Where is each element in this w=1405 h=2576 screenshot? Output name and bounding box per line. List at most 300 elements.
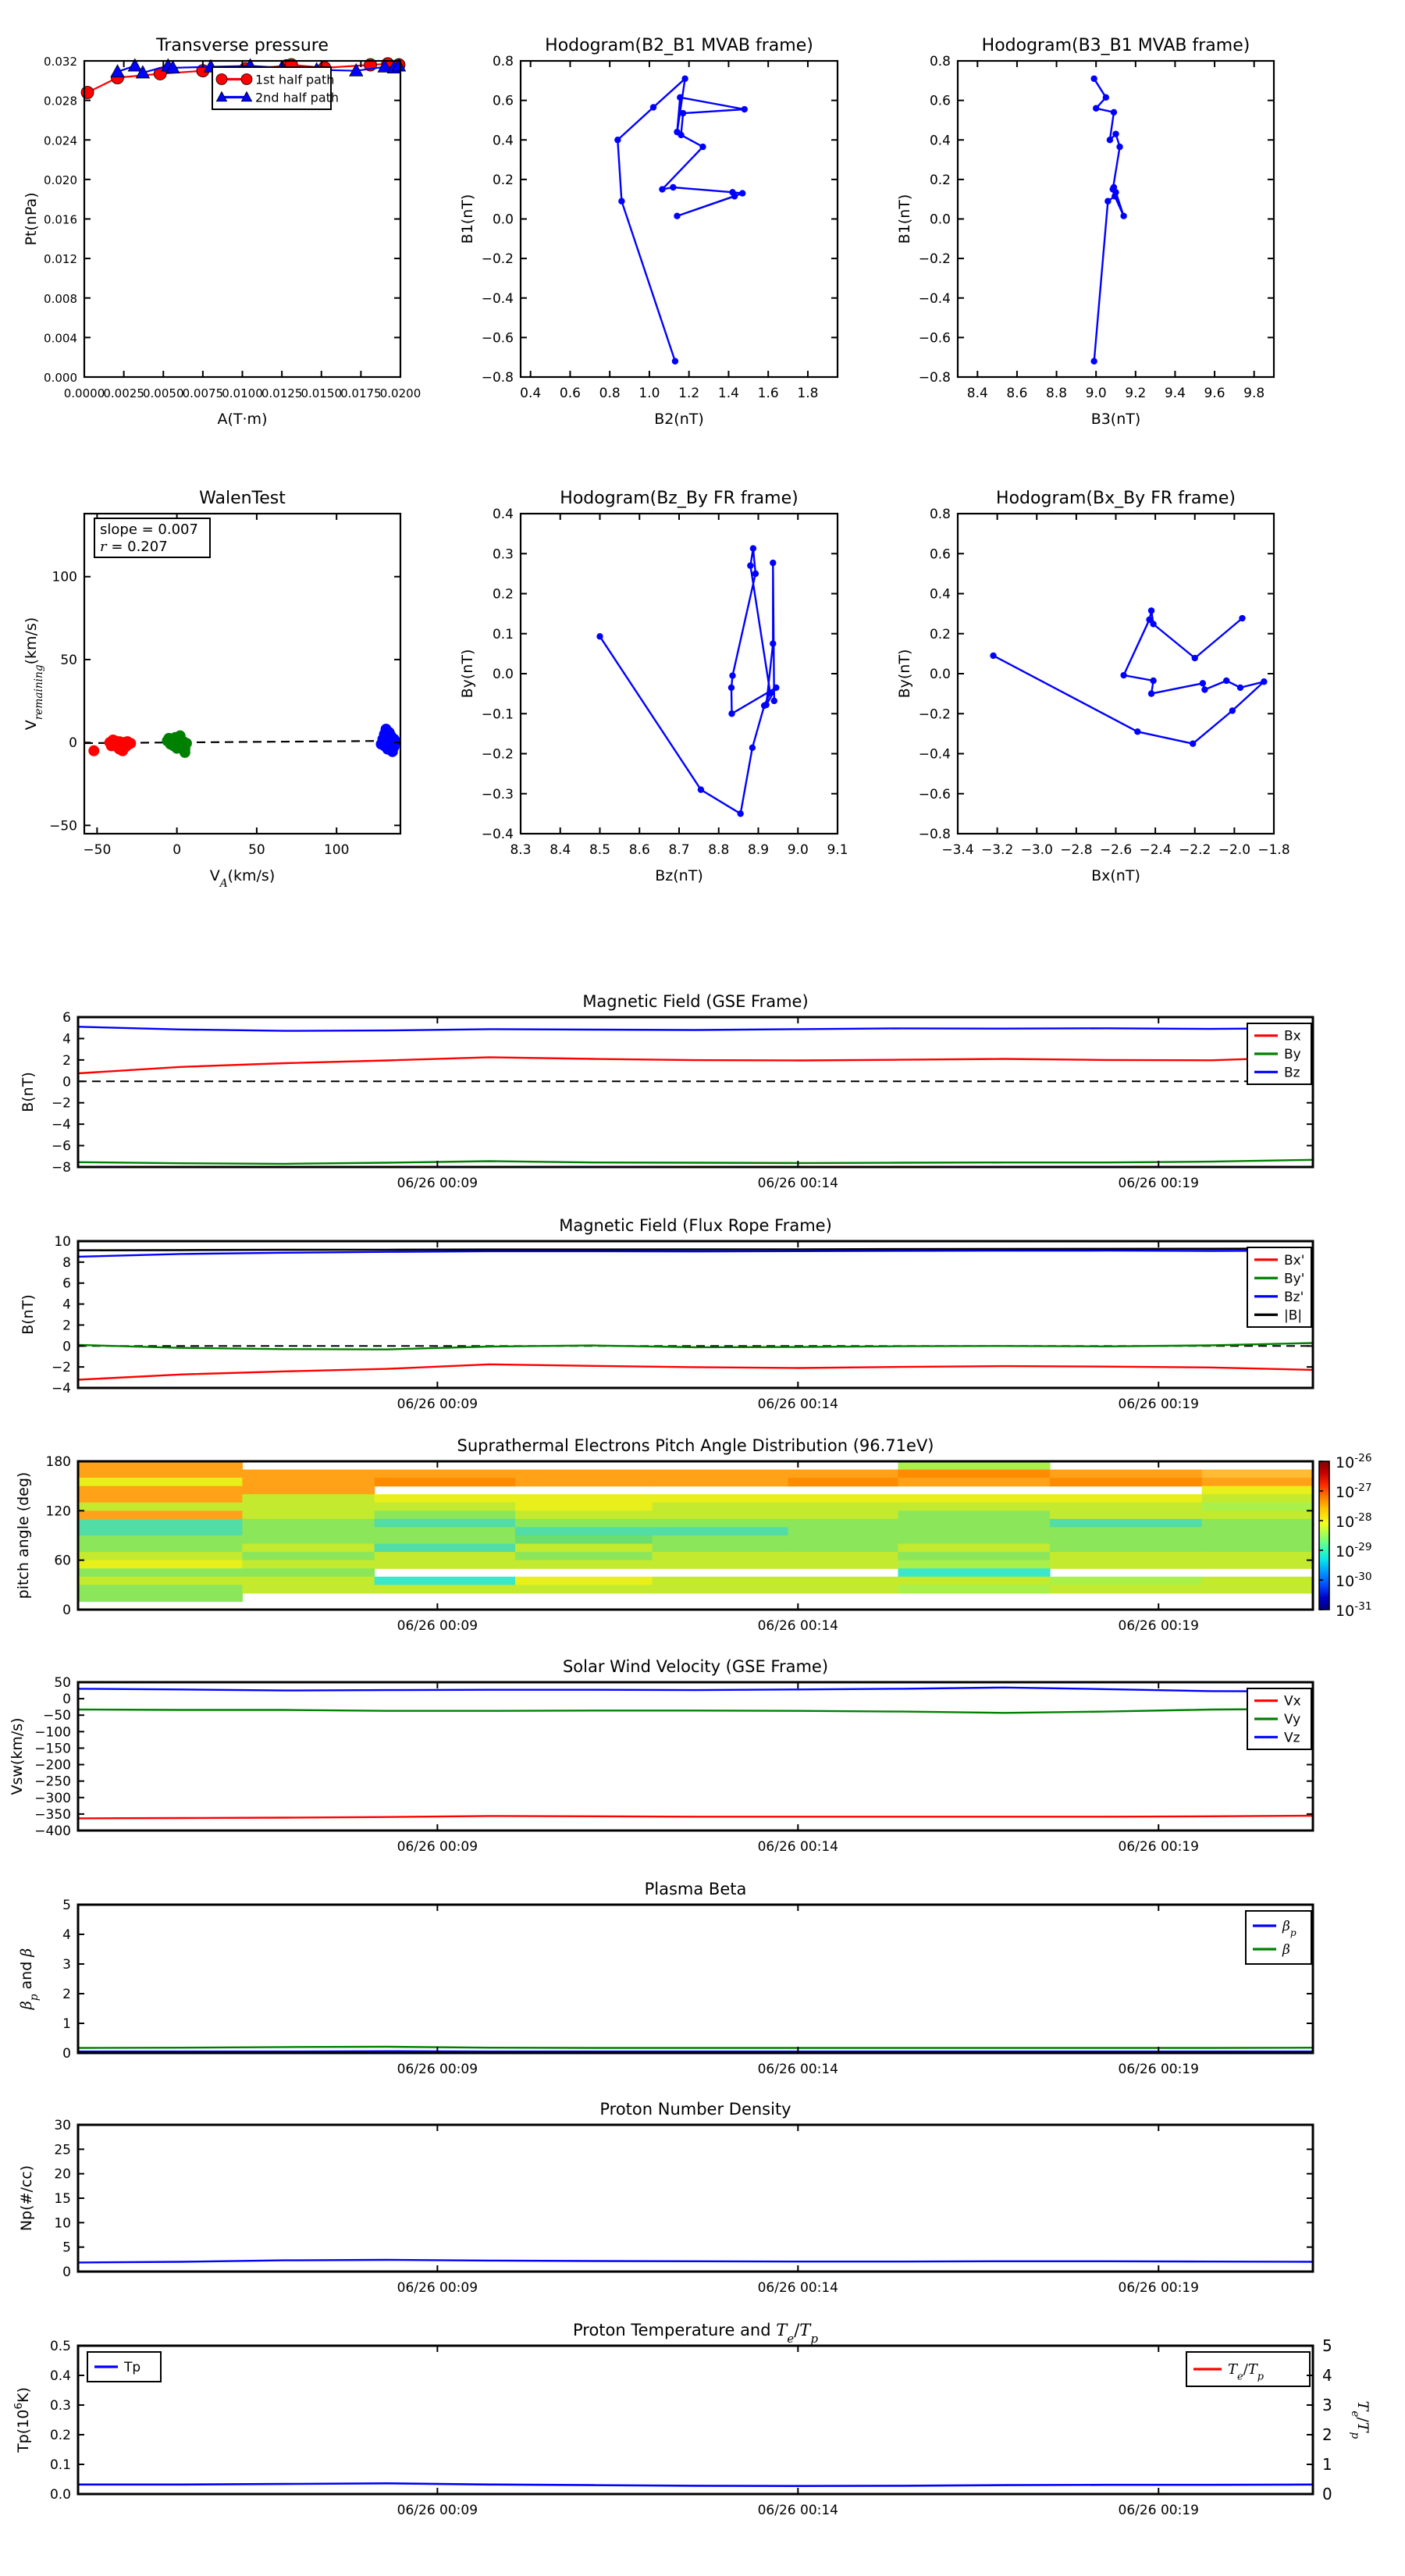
marker-dot [1261,678,1267,685]
heatmap-cell [375,1544,516,1553]
heatmap-cell [515,1470,653,1478]
colorbar-label: $10^{-28}$ [1336,1511,1372,1531]
x-tick-label: 06/26 00:09 [397,1176,478,1191]
heatmap-cell [898,1519,1050,1528]
y-tick-label: 30 [54,2118,71,2133]
y-tick-label: 10 [54,2215,71,2232]
legend [87,2352,161,2382]
panel-title: Hodogram(B3_B1 MVAB frame) [981,36,1250,55]
y-tick-label: −0.4 [481,290,514,307]
heatmap-cell [375,1470,516,1478]
legend-label: $T_e/T_p$ [1228,2361,1264,2383]
legend [1247,1247,1311,1327]
y-tick-label: 50 [54,1675,71,1691]
marker-dot [737,810,743,817]
y-tick-label: 2 [62,1987,71,2002]
marker-dot [1090,358,1097,365]
legend-label: 2nd half path [255,90,340,105]
x-tick-label: 8.6 [1006,386,1028,401]
marker-dot [750,545,756,551]
heatmap-cell [1202,1478,1314,1486]
x-tick-label: 8.3 [510,842,532,858]
x-tick-label: 0.0200 [379,386,422,400]
heatmap-cell [515,1585,653,1593]
marker-dot [125,738,136,749]
axes-frame [78,1905,1313,2053]
x-tick-label: 8.6 [628,842,650,858]
heatmap-cell [515,1560,653,1569]
y-tick-label: 10 [54,1234,71,1250]
heatmap-cell [515,1552,653,1560]
heatmap-cell [78,1478,243,1486]
x-tick-label: −3.0 [1020,842,1053,858]
legend [1247,1023,1311,1084]
y-tick-label: 0.0 [492,667,514,682]
marker-dot [728,685,735,691]
y-tick-label: 2 [62,1052,71,1069]
panel-proton-temperature [12,2321,1371,2518]
heatmap-cell [78,1552,243,1560]
panel-bfield-fr [20,1216,1313,1412]
series-path [617,79,744,361]
twin-tick-label: 0 [1322,2485,1332,2503]
axes-frame [958,61,1274,377]
heatmap-cell [653,1577,789,1585]
heatmap-cell [1050,1560,1202,1569]
x-tick-label: 0.0150 [301,386,342,400]
heatmap-cell [242,1560,375,1569]
legend-label: $\beta_p$ [1282,1919,1297,1939]
marker-dot [1150,678,1156,684]
marker-dot [1148,607,1154,614]
y-tick-label: 180 [45,1454,71,1470]
marker-dot [729,672,735,678]
colorbar-label: $10^{-29}$ [1336,1541,1372,1560]
panel-solar-wind-velocity [9,1657,1313,1855]
marker-circle [81,87,94,99]
legend-label: Tp [124,2360,141,2375]
x-tick-label: −2.0 [1218,842,1251,858]
heatmap-cell [653,1470,789,1478]
heatmap-cell [375,1503,516,1511]
x-tick-label: 1.4 [717,386,739,401]
x-tick-label: 06/26 00:14 [757,2503,839,2518]
x-tick-label: 06/26 00:09 [397,2280,478,2296]
legend [1246,1911,1311,1964]
heatmap-cell [1050,1503,1202,1511]
y-tick-label: 0 [62,1339,71,1355]
heatmap-cell [653,1527,789,1535]
y-tick-label: −300 [34,1790,71,1806]
x-tick-label: 0.6 [559,386,581,401]
heatmap-cell [788,1510,898,1519]
heatmap-cell [898,1494,1050,1503]
legend-label: Bx [1284,1028,1301,1044]
y-tick-label: 0 [62,1603,71,1618]
y-tick-label: 8 [62,1254,71,1271]
heatmap-cell [1202,1510,1314,1519]
heatmap-cell [1202,1535,1314,1544]
panel-hodogram-bzby [459,489,848,884]
series-Bxp [78,1364,1313,1380]
y-tick-label: 0.0 [929,667,951,682]
heatmap-cell [898,1478,1050,1486]
y-tick-label: 0 [62,2265,71,2280]
marker-dot [670,184,676,190]
marker-dot [1112,193,1118,199]
marker-dot [1103,94,1109,101]
x-tick-label: −2.4 [1139,842,1172,858]
series-path [994,610,1264,743]
x-axis-label: B3(nT) [1090,411,1141,428]
heatmap-cell [242,1503,375,1511]
heatmap-cell [242,1535,375,1544]
x-tick-label: −50 [83,842,112,858]
y-tick-label: 0.008 [44,291,77,306]
marker-dot [618,198,624,205]
y-tick-label: −150 [34,1741,71,1757]
marker-dot [699,144,706,150]
series-path [1094,79,1124,361]
x-tick-label: 1.8 [797,386,819,401]
axes-frame [958,514,1274,834]
y-tick-label: 0.4 [492,507,514,522]
y-tick-label: 0.020 [44,173,77,187]
heatmap-cell [1050,1527,1202,1535]
marker-dot [1237,685,1243,691]
series-Bzp [78,1251,1313,1257]
heatmap-cell [242,1568,375,1577]
y-tick-label: −0.2 [481,251,514,268]
y-axis-label: B1(nT) [459,194,476,244]
x-tick-label: 06/26 00:14 [757,1839,839,1855]
y-tick-label: 0.3 [49,2398,71,2414]
x-tick-label: −3.2 [980,842,1014,858]
heatmap-cell [78,1503,243,1511]
x-axis-label: Bx(nT) [1091,867,1140,884]
heatmap-cell [515,1494,653,1503]
series-Vx [78,1816,1313,1818]
marker-dot [1190,740,1196,746]
y-tick-label: 6 [62,1276,71,1292]
heatmap-cell [1050,1552,1202,1560]
axes-frame [78,2125,1313,2272]
y-tick-label: −0.3 [481,786,514,802]
x-tick-label: 0.0125 [261,386,303,400]
marker-dot [1148,690,1154,696]
heatmap-cell [1202,1527,1314,1535]
x-tick-label: 06/26 00:19 [1118,2280,1199,2296]
marker-circle [241,74,252,85]
x-tick-label: 8.4 [966,386,988,401]
marker-circle [216,74,227,85]
x-tick-label: 8.8 [1046,386,1068,401]
heatmap-cell [653,1544,789,1553]
panel-title: Hodogram(B2_B1 MVAB frame) [545,36,813,55]
y-tick-label: −0.4 [481,827,514,842]
heatmap-cell [78,1577,243,1585]
heatmap-cell [1050,1519,1202,1528]
marker-dot [767,689,774,696]
heatmap-cell [1050,1470,1202,1478]
y-tick-label: 0.5 [49,2339,71,2354]
y-tick-label: 4 [62,1031,71,1048]
x-tick-label: −2.2 [1179,842,1211,858]
y-tick-label: 1 [62,2016,71,2032]
panel-title: Magnetic Field (Flux Rope Frame) [559,1216,832,1235]
x-tick-label: 9.4 [1164,386,1186,401]
heatmap-cell [898,1585,1050,1593]
y-tick-label: 0.028 [44,94,77,109]
x-axis-label: Bz(nT) [655,867,703,884]
heatmap-cell [78,1535,243,1544]
panel-title: Proton Number Density [599,2100,791,2119]
heatmap-cell [1202,1503,1314,1511]
axes-frame [78,1017,1313,1167]
annotation-line: slope = 0.007 [100,521,198,538]
marker-dot [728,710,735,717]
heatmap-cell [375,1519,516,1528]
y-tick-label: −0.8 [481,370,514,386]
twin-tick-label: 1 [1322,2455,1332,2474]
marker-dot [1111,109,1117,116]
heatmap-cell [375,1535,516,1544]
y-tick-label: −0.6 [918,330,951,347]
legend-label: By' [1284,1271,1305,1287]
heatmap-cell [653,1552,789,1560]
marker-dot [390,736,401,747]
x-tick-label: 06/26 00:14 [757,1397,839,1412]
x-tick-label: 06/26 00:14 [757,1176,839,1191]
x-tick-label: −3.4 [941,842,974,858]
y-tick-label: 2 [62,1318,71,1334]
legend-label: Bz [1284,1065,1300,1081]
heatmap-cell [78,1519,243,1528]
y-tick-label: 0.0 [929,212,951,228]
x-tick-label: 8.4 [550,842,571,858]
heatmap-cell [78,1486,243,1495]
panel-bfield-gse [20,992,1313,1191]
y-tick-label: 0.2 [929,626,951,642]
twin-tick-label: 4 [1322,2366,1332,2385]
heatmap-cell [788,1470,898,1478]
x-tick-label: 0.0000 [63,386,105,400]
marker-dot [752,571,759,577]
y-tick-label: −0.2 [481,746,514,763]
heatmap-cell [898,1560,1050,1569]
x-tick-label: 9.0 [1085,386,1107,401]
series-beta [78,2047,1313,2048]
y-tick-label: 0.012 [44,252,77,267]
y-tick-label: −6 [51,1138,71,1155]
x-tick-label: 9.1 [827,842,848,858]
x-tick-label: 06/26 00:19 [1118,2503,1199,2518]
heatmap-cell [242,1585,375,1593]
axes-frame [78,1682,1313,1831]
heatmap-cell [78,1510,243,1519]
marker-dot [770,640,776,646]
heatmap-cell [1050,1544,1202,1553]
panel-title: Plasma Beta [644,1880,747,1898]
x-tick-label: 0.4 [520,386,542,401]
heatmap-cell [788,1527,898,1535]
y-tick-label: 0.6 [929,93,951,109]
heatmap-cell [242,1494,375,1503]
heatmap-cell [515,1527,653,1535]
marker-dot [1229,707,1236,713]
x-tick-label: −2.8 [1060,842,1093,858]
x-tick-label: 06/26 00:14 [757,2062,839,2077]
heatmap-cell [78,1593,243,1602]
marker-dot [1120,213,1126,219]
x-tick-label: 0.0100 [222,386,263,400]
twin-tick-label: 5 [1322,2336,1332,2355]
y-tick-label: 0 [69,735,77,752]
heatmap-cell [1202,1577,1314,1585]
heatmap-cell [653,1510,789,1519]
x-tick-label: 9.2 [1125,386,1147,401]
x-tick-label: 8.5 [589,842,611,858]
marker-dot [674,213,680,219]
heatmap-cell [515,1535,653,1544]
heatmap-cell [788,1577,898,1585]
heatmap-cell [78,1470,243,1478]
y-tick-label: −2 [51,1095,71,1112]
heatmap-cell [898,1577,1050,1585]
twin-axis-label: $T_e/T_p$ [1349,2400,1371,2439]
y-tick-label: −50 [49,818,77,834]
y-tick-label: 0.8 [492,54,514,69]
y-tick-label: 20 [54,2166,71,2183]
y-axis-label: Vsw(km/s) [9,1717,26,1795]
heatmap-cell [653,1494,789,1503]
y-tick-label: 0.6 [492,93,514,109]
x-tick-label: 0.0025 [103,386,144,400]
heatmap-cell [78,1568,243,1577]
x-axis-label: $V_A(km/s)$ [209,867,276,890]
twin-tick-label: 2 [1322,2425,1332,2444]
y-tick-label: 15 [54,2191,71,2207]
heatmap-cell [375,1478,516,1486]
heatmap-cell [898,1535,1050,1544]
heatmap-cell [375,1510,516,1519]
y-tick-label: 0.4 [492,133,514,149]
y-tick-label: 0.4 [49,2368,71,2384]
panel-hodogram-b2b1 [459,36,838,428]
colorbar-label: $10^{-26}$ [1336,1452,1372,1471]
y-tick-label: −2 [51,1360,71,1376]
heatmap-cell [78,1461,243,1470]
x-tick-label: 06/26 00:09 [397,1618,478,1634]
colorbar-label: $10^{-27}$ [1336,1482,1372,1501]
marker-dot [771,698,777,704]
heatmap-cell [242,1510,375,1519]
y-tick-label: 0.4 [929,133,951,149]
heatmap-cell [653,1519,789,1528]
series-path [600,549,777,814]
heatmap-cell [788,1585,898,1593]
panel-title: Transverse pressure [156,36,329,55]
y-tick-label: −50 [43,1708,71,1724]
legend-label: Vy [1284,1712,1301,1727]
legend-label: β [1282,1942,1290,1958]
y-tick-label: −0.6 [918,786,951,802]
marker-dot [747,562,753,568]
y-tick-label: −0.1 [481,706,514,723]
marker-dot [1112,130,1119,137]
panel-plasma-beta [18,1880,1313,2077]
y-tick-label: 120 [45,1503,71,1520]
y-tick-label: 0.0 [492,212,514,228]
twin-tick-label: 3 [1322,2396,1332,2414]
panel-title: Proton Temperature and $T_e/T_p$ [572,2321,819,2346]
marker-dot [1120,672,1126,678]
marker-dot [659,186,665,192]
heatmap-cell [1050,1510,1202,1519]
legend-box [1246,1911,1311,1964]
marker-dot [1104,198,1111,205]
x-tick-label: −2.6 [1099,842,1133,858]
heatmap-cell [898,1544,1050,1553]
heatmap-cell [78,1544,243,1553]
heatmap-cell [653,1585,789,1593]
y-tick-label: −250 [34,1774,71,1790]
x-tick-label: 06/26 00:14 [757,2280,839,2296]
axes-frame [84,514,400,834]
heatmap-cell [1050,1478,1202,1486]
x-tick-label: 1.2 [678,386,700,401]
marker-dot [1107,137,1113,143]
panel-pitch-angle-distribution [15,1436,1372,1634]
heatmap-cell [1202,1486,1314,1495]
marker-dot [742,106,748,112]
y-tick-label: 0 [62,1692,71,1708]
marker-dot [180,747,190,758]
heatmap-cell [375,1585,516,1593]
legend-label: Vz [1284,1730,1300,1746]
heatmap-cell [788,1552,898,1560]
y-tick-label: 3 [62,1957,71,1973]
y-tick-label: 0 [62,2046,71,2062]
y-tick-label: 5 [62,2240,71,2256]
y-axis-label: B(nT) [20,1072,37,1112]
legend [212,67,339,109]
x-tick-label: 0.0075 [182,386,224,400]
heatmap-cell [78,1494,243,1503]
y-axis-label: Np(#/cc) [18,2165,35,2232]
marker-dot [677,94,683,101]
marker-dot [680,110,686,116]
marker-dot [1239,615,1245,621]
x-axis-label: A(T·m) [217,411,268,428]
panel-title: Suprathermal Electrons Pitch Angle Distribution (96.71eV) [457,1436,934,1455]
marker-dot [1223,678,1229,684]
y-axis-label: B(nT) [20,1294,37,1335]
heatmap-cell [1202,1560,1314,1569]
y-tick-label: 0.1 [49,2457,71,2473]
panel-title: Solar Wind Velocity (GSE Frame) [562,1657,829,1676]
y-axis-label: $V_{remaining}(km/s)$ [23,617,45,731]
series-Tp [78,2483,1313,2485]
heatmap-cell [788,1519,898,1528]
x-tick-label: 06/26 00:19 [1118,2062,1199,2077]
panel-title: Magnetic Field (GSE Frame) [582,992,809,1011]
y-tick-label: 4 [62,1297,71,1313]
heatmap-cell [898,1552,1050,1560]
x-axis-label: B2(nT) [654,411,704,428]
marker-dot [678,132,684,138]
colorbar-label: $10^{-31}$ [1336,1600,1372,1620]
